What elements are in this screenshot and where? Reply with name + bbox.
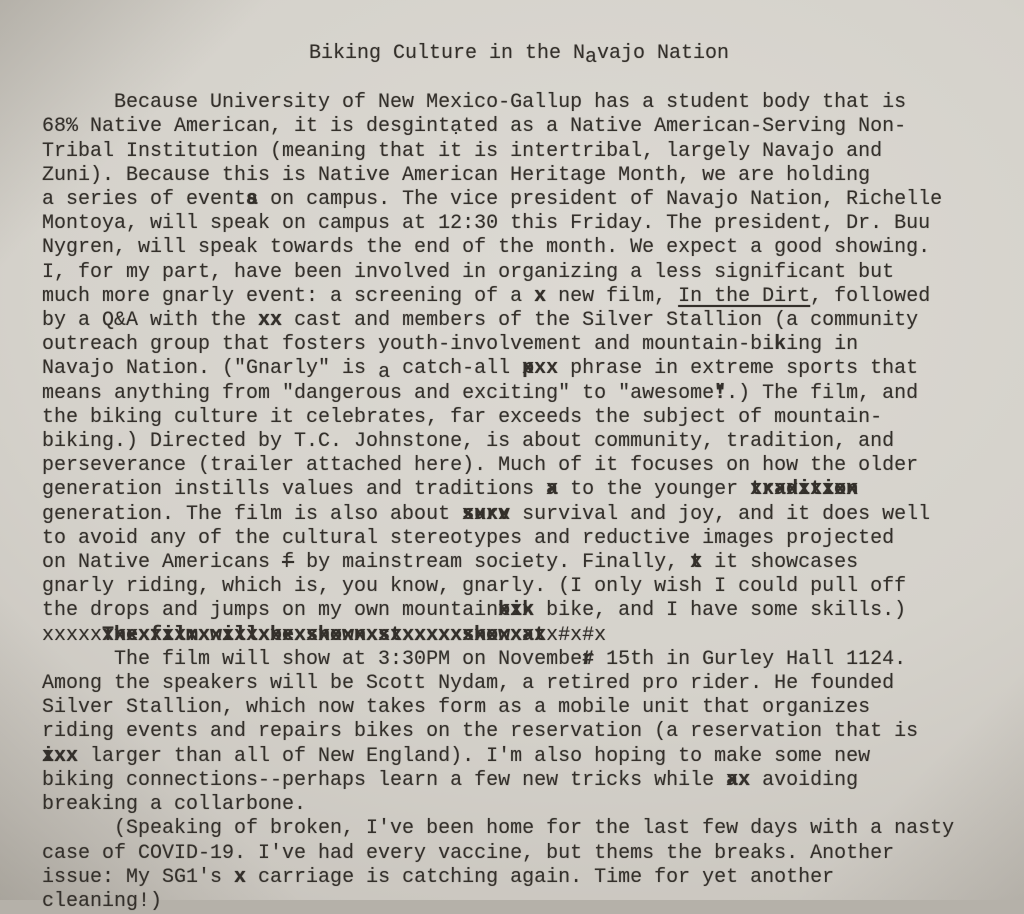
text-segment: Biking Culture in the N <box>308 42 585 65</box>
text-line <box>42 212 996 236</box>
text-segment: bike, and I have some skills.) <box>534 599 907 623</box>
text-segment: x x <box>534 285 546 309</box>
text-segment: s a <box>246 188 258 212</box>
text-segment: biking connections--perhaps learn a few new tricks while <box>42 768 727 792</box>
text-segment: outreach group that fosters youth-involvement and mountain-bi <box>42 333 775 357</box>
text-segment: ixx xxx <box>42 745 78 769</box>
text-segment: a series of event <box>42 188 247 212</box>
text-segment: gnarly riding, which is, you know, gnarly. (I only wish I could pull off <box>42 575 907 599</box>
text-segment: .) The film, and <box>726 381 919 405</box>
text-line <box>42 817 996 841</box>
text-segment: new film, <box>546 284 679 308</box>
text-segment: tradition xxxxxxxxx <box>750 478 858 502</box>
text-segment: on Native Americans <box>42 551 283 575</box>
text-segment: a x <box>546 478 558 502</box>
text-segment: avoiding <box>750 768 859 792</box>
text-segment: cast and members of the Silver Stallion (a community <box>282 309 919 333</box>
text-segment: Navajo Nation. ("Gnarly" is <box>42 357 379 381</box>
text-line <box>42 382 996 406</box>
text-segment: f <box>282 551 295 575</box>
text-line <box>42 430 996 454</box>
text-line <box>42 406 996 430</box>
text-segment: x#x#x <box>546 623 607 647</box>
text-segment: to the younger <box>558 478 751 502</box>
text-segment: on campus. The vice president of Navajo Nation, Richelle <box>258 188 943 212</box>
text-segment: ing in <box>786 333 859 357</box>
text-segment: to avoid any of the cultural stereotypes and reductive images projected <box>42 526 895 550</box>
text-segment: a <box>585 46 598 69</box>
text-segment: catch-all <box>390 357 523 381</box>
text-segment: perseverance (trailer attached here). Much of it focuses on how the older <box>42 454 919 478</box>
text-segment: ! " <box>714 382 726 406</box>
text-line <box>42 769 996 793</box>
text-segment: ax xx <box>726 769 750 793</box>
document-title <box>42 42 996 69</box>
text-segment: bik xxx <box>498 599 534 623</box>
text-segment: I, for my part, have been involved in organizing a less significant but <box>42 260 895 284</box>
text-line <box>42 648 996 672</box>
text-line <box>42 285 996 309</box>
text-segment: Thexfilmxwillxbexshownxstxxxxxshowxat xxxxxxxxxxxxxxxxxxxxxxxxxxxxxxxxxxxxx <box>102 624 546 648</box>
text-line <box>42 236 996 260</box>
text-line <box>42 745 996 769</box>
text-segment: The film will show at 3:30PM on Novembe <box>42 647 583 671</box>
film-title-underlined: In the Dirt <box>678 284 811 308</box>
text-line <box>42 866 996 890</box>
text-line <box>42 842 996 866</box>
text-segment: x x <box>234 866 246 890</box>
text-segment: means anything from "dangerous and exciting" to "awesome <box>42 381 715 405</box>
text-segment: 68% Native American, it is desgintạted as a Native American-Serving Non- <box>42 115 907 139</box>
text-segment: Among the speakers will be Scott Nydam, a retired pro rider. He founded <box>42 672 895 696</box>
text-segment: it showcases <box>702 551 859 575</box>
text-segment: Nygren, will speak towards the end of the month. We expect a good showing. <box>42 236 931 260</box>
text-segment: t x <box>690 551 702 575</box>
paragraph <box>42 817 996 914</box>
text-segment: r # <box>582 648 594 672</box>
text-line <box>42 890 996 914</box>
text-segment: vajo Nation <box>597 42 730 65</box>
text-segment: issue: My SG1's <box>42 865 235 889</box>
text-segment: by a Q&A with the <box>42 309 259 333</box>
text-line <box>42 164 996 188</box>
text-segment: generation. The film is also about <box>42 502 463 526</box>
text-segment: Because University of New Mexico-Gallup has a student body that is <box>42 91 907 115</box>
text-line <box>42 599 996 623</box>
text-segment: riding events and repairs bikes on the reservation (a reservation that is <box>42 720 919 744</box>
paragraph <box>42 91 996 648</box>
text-segment: case of COVID-19. I've had every vaccine, but thems the breaks. Another <box>42 841 895 865</box>
text-line <box>42 527 996 551</box>
text-line <box>42 793 996 817</box>
document-body <box>42 91 996 914</box>
text-segment: much more gnarly event: a screening of a <box>42 284 535 308</box>
text-line <box>42 503 996 527</box>
text-segment: the biking culture it celebrates, far exceeds the subject of mountain- <box>42 405 883 429</box>
text-segment: breaking a collarbone. <box>42 793 307 817</box>
text-segment: generation instills values and traditions <box>42 478 547 502</box>
text-segment: xxxxx <box>42 623 103 647</box>
text-segment: a <box>378 361 391 385</box>
text-segment: , followed <box>810 284 931 308</box>
text-line <box>42 188 996 212</box>
text-segment: biking.) Directed by T.C. Johnstone, is about community, tradition, and <box>42 430 895 454</box>
text-segment: carriage is catching again. Time for yet another <box>246 865 835 889</box>
text-segment: phrase in extreme sports that <box>558 357 919 381</box>
text-line <box>42 478 996 502</box>
text-segment: pxx x <box>522 357 558 381</box>
text-segment: Silver Stallion, which now takes form as a mobile unit that organizes <box>42 696 871 720</box>
text-line <box>42 357 996 385</box>
text-segment: by mainstream society. Finally, <box>294 551 691 575</box>
text-segment: Tribal Institution (meaning that it is intertribal, largely Navajo and <box>42 139 883 163</box>
text-line <box>42 624 996 648</box>
text-line <box>42 309 996 333</box>
text-line <box>42 696 996 720</box>
text-segment: (Speaking of broken, I've been home for the last few days with a nasty <box>42 817 955 841</box>
text-line <box>42 551 996 575</box>
paragraph <box>42 648 996 817</box>
text-line <box>42 115 996 139</box>
text-line <box>42 91 996 115</box>
text-segment: cleaning!) <box>42 889 163 913</box>
text-segment: survival and joy, and it does well <box>510 502 931 526</box>
text-line <box>42 720 996 744</box>
text-line <box>42 575 996 599</box>
text-segment: larger than all of New England). I'm also hoping to make some new <box>78 744 871 768</box>
text-line <box>42 140 996 164</box>
text-segment: k <box>774 333 787 357</box>
text-segment: the drops and jumps on my own mountain <box>42 599 499 623</box>
text-line <box>42 333 996 357</box>
text-line <box>42 454 996 478</box>
text-segment: surv xxxx <box>462 503 510 527</box>
text-line <box>42 672 996 696</box>
text-segment: 15th in Gurley Hall 1124. <box>594 647 907 671</box>
text-segment: Zuni). Because this is Native American Heritage Month, we are holding <box>42 163 871 187</box>
text-segment: xx xx <box>258 309 282 333</box>
text-line <box>42 261 996 285</box>
text-segment: Montoya, will speak on campus at 12:30 this Friday. The president, Dr. Buu <box>42 212 931 236</box>
